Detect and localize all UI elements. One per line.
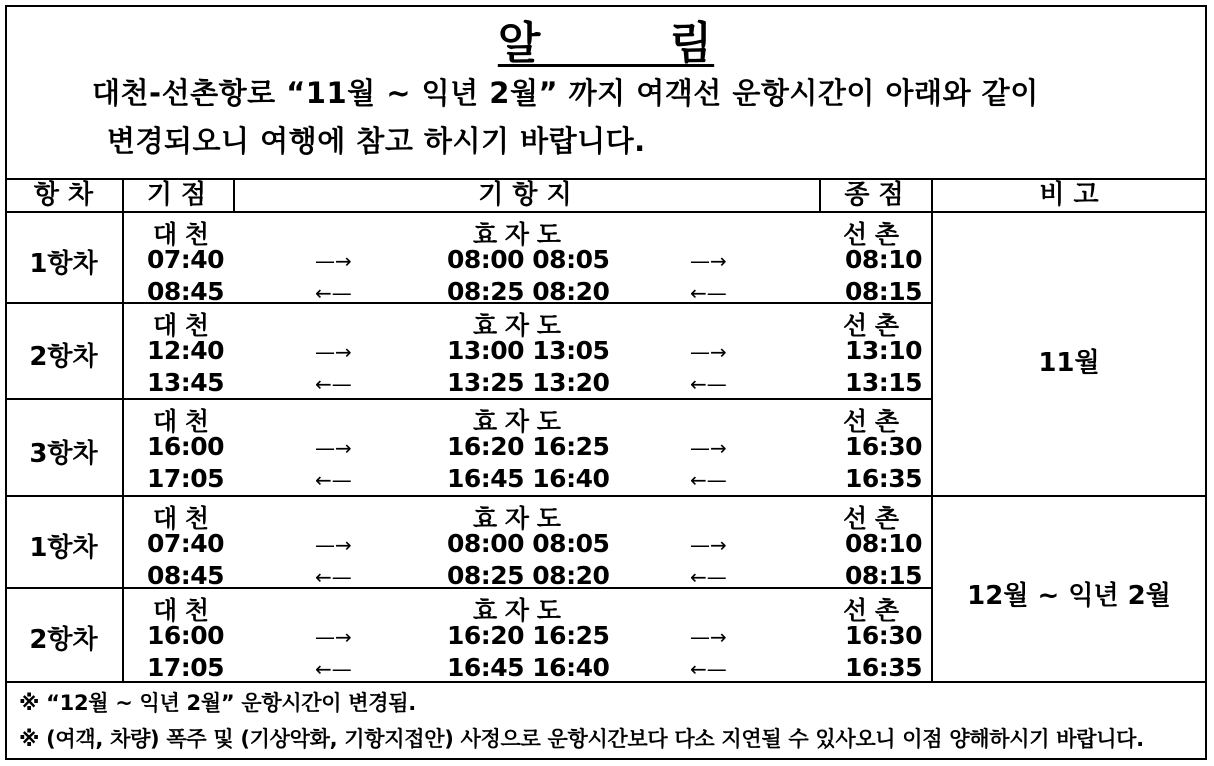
via-time-out: 08:00 08:05 <box>447 245 610 274</box>
dest-time-back: 16:35 <box>845 653 923 682</box>
arrow-right-icon: —→ <box>315 340 352 364</box>
arrow-left-icon: ←— <box>690 565 727 589</box>
trip-label: 1항차 <box>29 248 98 279</box>
origin-time-back: 13:45 <box>147 368 225 397</box>
row-divider <box>7 302 931 304</box>
arrow-right-icon: —→ <box>315 625 352 649</box>
arrow-left-icon: ←— <box>315 468 352 492</box>
dest-time-out: 13:10 <box>845 336 923 365</box>
dest-time-back: 16:35 <box>845 464 923 493</box>
trip-label: 2항차 <box>29 625 98 655</box>
arrow-left-icon: ←— <box>690 372 727 396</box>
via-time-back: 08:25 08:20 <box>447 561 610 590</box>
via-station-label: 효 자 도 <box>473 596 561 625</box>
arrow-left-icon: ←— <box>315 281 352 305</box>
arrow-right-icon: —→ <box>690 625 727 649</box>
origin-time-out: 16:00 <box>147 432 225 461</box>
via-station-label: 효 자 도 <box>473 407 561 436</box>
origin-station-label: 대 천 <box>153 596 209 625</box>
dest-time-back: 13:15 <box>845 368 923 397</box>
via-station-label: 효 자 도 <box>473 311 561 340</box>
header-dest: 종 점 <box>844 180 904 210</box>
arrow-left-icon: ←— <box>690 281 727 305</box>
origin-time-back: 17:05 <box>147 464 225 493</box>
via-time-out: 16:20 16:25 <box>447 432 610 461</box>
column-divider <box>122 178 124 681</box>
origin-station-label: 대 천 <box>153 220 209 249</box>
origin-time-out: 07:40 <box>147 529 225 558</box>
arrow-left-icon: ←— <box>315 657 352 681</box>
via-time-out: 16:20 16:25 <box>447 621 610 650</box>
dest-time-back: 08:15 <box>845 561 923 590</box>
dest-time-out: 08:10 <box>845 529 923 558</box>
arrow-right-icon: —→ <box>690 533 727 557</box>
remark-november: 11월 <box>1038 348 1100 378</box>
via-time-out: 13:00 13:05 <box>447 336 610 365</box>
column-divider <box>819 178 821 213</box>
dest-station-label: 선 촌 <box>843 220 899 249</box>
notice-title: 알 림 <box>497 18 715 69</box>
remark-december-february: 12월 ~ 익년 2월 <box>967 581 1171 611</box>
intro-line-2: 변경되오니 여행에 참고 하시기 바랍니다. <box>107 124 646 158</box>
arrow-left-icon: ←— <box>315 565 352 589</box>
arrow-right-icon: —→ <box>690 436 727 460</box>
header-bottom-border <box>7 211 1205 213</box>
origin-station-label: 대 천 <box>153 311 209 340</box>
header-trip: 항 차 <box>33 180 94 210</box>
dest-station-label: 선 촌 <box>843 504 899 533</box>
arrow-left-icon: ←— <box>690 657 727 681</box>
via-time-out: 08:00 08:05 <box>447 529 610 558</box>
trip-label: 2항차 <box>29 342 98 372</box>
origin-time-back: 17:05 <box>147 653 225 682</box>
via-time-back: 13:25 13:20 <box>447 368 610 397</box>
arrow-right-icon: —→ <box>315 533 352 557</box>
dest-time-back: 08:15 <box>845 277 923 306</box>
via-time-back: 08:25 08:20 <box>447 277 610 306</box>
column-divider <box>233 178 235 213</box>
arrow-right-icon: —→ <box>315 249 352 273</box>
origin-time-back: 08:45 <box>147 561 225 590</box>
row-divider <box>7 587 931 589</box>
via-station-label: 효 자 도 <box>473 220 561 249</box>
origin-time-back: 08:45 <box>147 277 225 306</box>
arrow-right-icon: —→ <box>690 340 727 364</box>
origin-time-out: 07:40 <box>147 245 225 274</box>
dest-station-label: 선 촌 <box>843 596 899 625</box>
arrow-left-icon: ←— <box>315 372 352 396</box>
trip-label: 1항차 <box>29 533 98 563</box>
intro-line-1: 대천-선촌항로 “11월 ~ 익년 2월” 까지 여객선 운항시간이 아래와 같이 <box>92 76 1039 110</box>
via-time-back: 16:45 16:40 <box>447 464 610 493</box>
arrow-left-icon: ←— <box>690 468 727 492</box>
note-2: ※ (여객, 차량) 폭주 및 (기상악화, 기항지접안) 사정으로 운항시간보다 다소 지연될 수 있사오니 이점 양해하시기 바랍니다. <box>19 727 1144 751</box>
header-note: 비 고 <box>1039 180 1099 210</box>
origin-time-out: 12:40 <box>147 336 225 365</box>
note-1: ※ “12월 ~ 익년 2월” 운항시간이 변경됨. <box>19 691 416 715</box>
origin-station-label: 대 천 <box>153 407 209 436</box>
header-origin: 기 점 <box>146 180 207 210</box>
row-divider <box>7 495 1207 497</box>
arrow-right-icon: —→ <box>315 436 352 460</box>
origin-time-out: 16:00 <box>147 621 225 650</box>
row-divider <box>7 398 931 400</box>
dest-station-label: 선 촌 <box>843 407 899 436</box>
trip-label: 3항차 <box>29 438 98 469</box>
via-time-back: 16:45 16:40 <box>447 653 610 682</box>
dest-station-label: 선 촌 <box>843 311 899 340</box>
dest-time-out: 08:10 <box>845 245 923 274</box>
origin-station-label: 대 천 <box>153 504 209 533</box>
dest-time-out: 16:30 <box>845 432 923 461</box>
header-via: 기 항 지 <box>478 180 572 210</box>
via-station-label: 효 자 도 <box>473 504 561 533</box>
arrow-right-icon: —→ <box>690 249 727 273</box>
notice-page <box>5 5 1207 760</box>
dest-time-out: 16:30 <box>845 621 923 650</box>
